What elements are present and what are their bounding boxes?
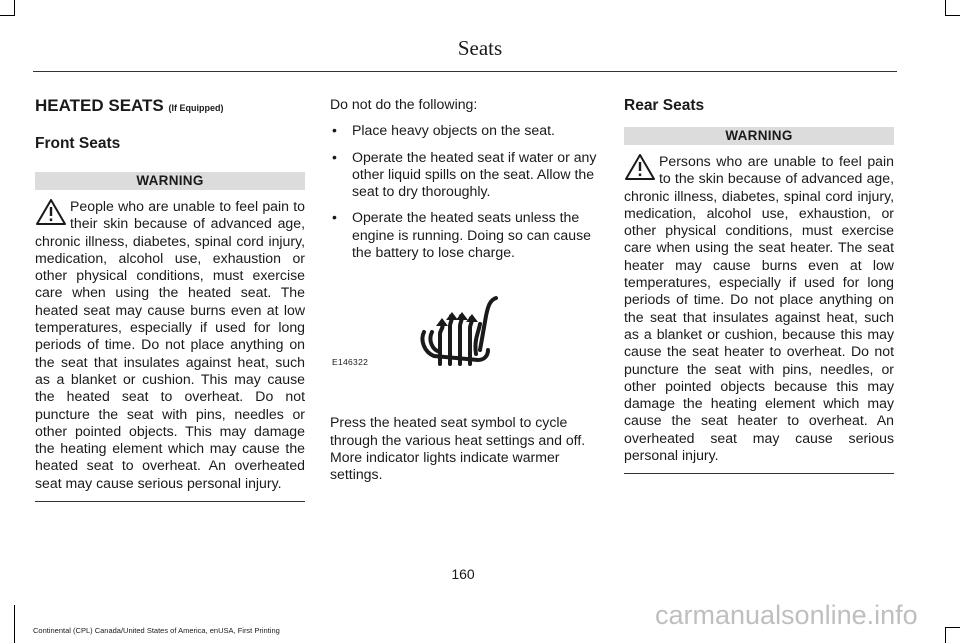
crop-mark [945,627,946,643]
left-column [35,96,305,502]
figure-code: E146322 [332,357,369,368]
warning-body [624,153,894,464]
list-item-text: Operate the heated seat if water or any other liquid spills on the seat. Allow the seat to dry thoroughly. [352,148,597,200]
crop-mark [14,605,15,643]
heated-seat-icon [418,294,504,370]
list-item [330,122,600,139]
front-seats-subtitle: Front Seats [35,135,121,152]
crop-mark [945,15,960,16]
warning-body [35,198,305,492]
page-header-title: Seats [457,36,503,60]
figure [330,270,600,410]
bullet: • [332,122,337,139]
page-number: 160 [451,566,475,582]
warning-triangle-icon [624,153,656,181]
right-column [624,96,894,474]
do-not-list [330,122,600,261]
list-item [330,149,600,201]
bullet: • [332,148,337,165]
section-title-suffix: (If Equipped) [168,103,224,113]
warning-end-rule [35,501,305,502]
crop-mark [945,627,960,628]
intro-text: Do not do the following: [330,96,478,112]
rear-seats-title: Rear Seats [624,97,705,114]
middle-column [330,96,600,484]
list-item [330,209,600,261]
watermark: carmanualsonline.info [655,600,918,630]
warning-label: WARNING [35,172,305,190]
warning-end-rule [624,473,894,474]
footer-text: Continental (CPL) Canada/United States of America, enUSA, First Printing [33,626,280,635]
bullet: • [332,209,337,226]
warning-triangle-icon [35,198,67,226]
list-item-text: Operate the heated seats unless the engine is running. Doing so can cause the battery to lose charge. [352,209,591,261]
list-item-text: Place heavy objects on the seat. [352,122,555,139]
heated-seat-instructions: Press the heated seat symbol to cycle through the various heat settings and off. More indicator lights indicate warmer settings. [330,414,586,483]
warning-text: Persons who are unable to feel pain to the skin because of advanced age, chronic illness, diabetes, spinal cord injury, medication, alcohol use, exhaustion, or other physical conditions, must exercise care when using the seat heater. The seat heater may cause burns even at low temperatures, especially if used for long periods of time. Do not place anything on the seat that insulates against heat, such as a blanket or cushion, because this may cause the seat heater to overheat. Do not puncture the seat with pins, needles, or other pointed objects because this may damage the heating element which may cause the seat heater to overheat. An overheated seat may cause serious personal injury. [624,153,894,464]
warning-label: WARNING [624,127,894,145]
warning-text: People who are unable to feel pain to their skin because of advanced age, chronic illness, diabetes, spinal cord injury, medication, alcohol use, exhaustion or other physical conditions, must exercise care when using the heated seat. The heated seat may cause burns even at low temperatures, especially if used for long periods of time. Do not place anything on the seat that insulates against heat, such as a blanket or cushion. This may cause the heated seat to overheat. Do not puncture the seat with pins, needles or other pointed objects. This may damage the heating element which may cause the heated seat to overheat. An overheated seat may cause serious personal injury. [35,198,305,491]
front-seats-warning [35,172,305,502]
crop-mark [945,0,946,16]
crop-mark [14,0,15,16]
header-divider [33,71,897,72]
crop-mark [0,15,15,16]
section-title-text: HEATED SEATS [35,96,164,115]
rear-seats-warning [624,127,894,474]
section-title [35,96,305,118]
